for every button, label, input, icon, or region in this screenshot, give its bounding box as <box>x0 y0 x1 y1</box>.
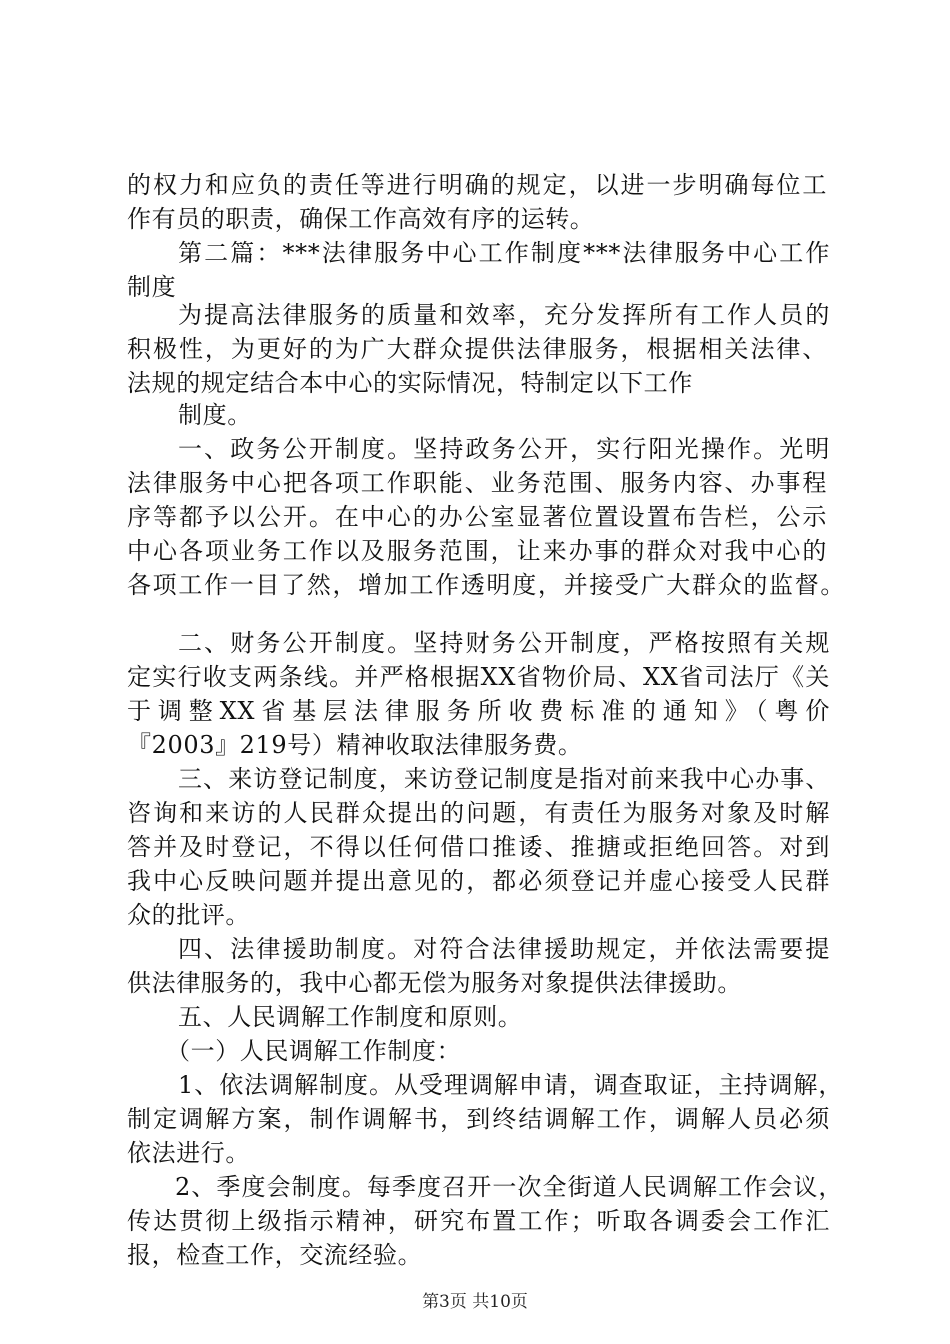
text-line: 一、政务公开制度。坚持政务公开，实行阳光操作。光明 <box>178 435 830 463</box>
text-line: 报，检查工作，交流经验。 <box>127 1241 423 1269</box>
text-line: 二、财务公开制度。坚持财务公开制度，严格按照有关规 <box>178 629 830 657</box>
text-line: 为提高法律服务的质量和效率，充分发挥所有工作人员的 <box>178 301 830 329</box>
text-line: 供法律服务的，我中心都无偿为服务对象提供法律援助。 <box>127 969 742 997</box>
section-heading: 制度 <box>127 273 177 301</box>
text-line: 制度。 <box>178 401 252 429</box>
text-line: 答并及时登记，不得以任何借口推诿、推搪或拒绝回答。对到 <box>127 833 830 861</box>
text-line: 中心各项业务工作以及服务范围，让来办事的群众对我中心的 <box>127 537 827 565</box>
text-line: 咨询和来访的人民群众提出的问题，有责任为服务对象及时解 <box>127 799 830 827</box>
text-line: 依法进行。 <box>127 1139 250 1167</box>
text-line: 法律服务中心把各项工作职能、业务范围、服务内容、办事程 <box>127 469 827 497</box>
text-line: 的权力和应负的责任等进行明确的规定，以进一步明确每位工 <box>127 171 827 199</box>
text-line: 传达贯彻上级指示精神，研究布置工作；听取各调委会工作汇 <box>127 1207 830 1235</box>
text-line: 序等都予以公开。在中心的办公室显著位置设置布告栏，公示 <box>127 503 827 531</box>
text-line: 五、人民调解工作制度和原则。 <box>178 1003 523 1031</box>
text-line: 『2003』219号）精神收取法律服务费。 <box>127 731 583 759</box>
text-line: （一）人民调解工作制度： <box>166 1037 462 1065</box>
text-line: 制定调解方案，制作调解书，到终结调解工作，调解人员必须 <box>127 1105 830 1133</box>
text-line: 法规的规定结合本中心的实际情况，特制定以下工作 <box>127 369 693 397</box>
text-line: 作有员的职责，确保工作高效有序的运转。 <box>127 205 595 233</box>
text-line: 我中心反映问题并提出意见的，都必须登记并虚心接受人民群 <box>127 867 830 895</box>
text-line: 于调整XX省基层法律服务所收费标准的通知》（粤价 <box>127 697 830 725</box>
text-line: 定实行收支两条线。并严格根据XX省物价局、XX省司法厅《关 <box>127 663 830 691</box>
text-line: 众的批评。 <box>127 901 250 929</box>
section-heading: 第二篇：***法律服务中心工作制度***法律服务中心工作 <box>178 239 830 267</box>
text-line: 2、季度会制度。每季度召开一次全街道人民调解工作会议， <box>175 1173 843 1201</box>
text-line: 积极性，为更好的为广大群众提供法律服务，根据相关法律、 <box>127 335 827 363</box>
text-line: 四、法律援助制度。对符合法律援助规定，并依法需要提 <box>178 935 830 963</box>
text-line: 各项工作一目了然，增加工作透明度，并接受广大群众的监督。 <box>127 571 845 599</box>
text-line: 1、依法调解制度。从受理调解申请，调查取证，主持调解， <box>178 1071 843 1099</box>
text-line: 三、来访登记制度，来访登记制度是指对前来我中心办事、 <box>178 765 830 793</box>
page-number-footer: 第3页 共10页 <box>422 1292 528 1312</box>
